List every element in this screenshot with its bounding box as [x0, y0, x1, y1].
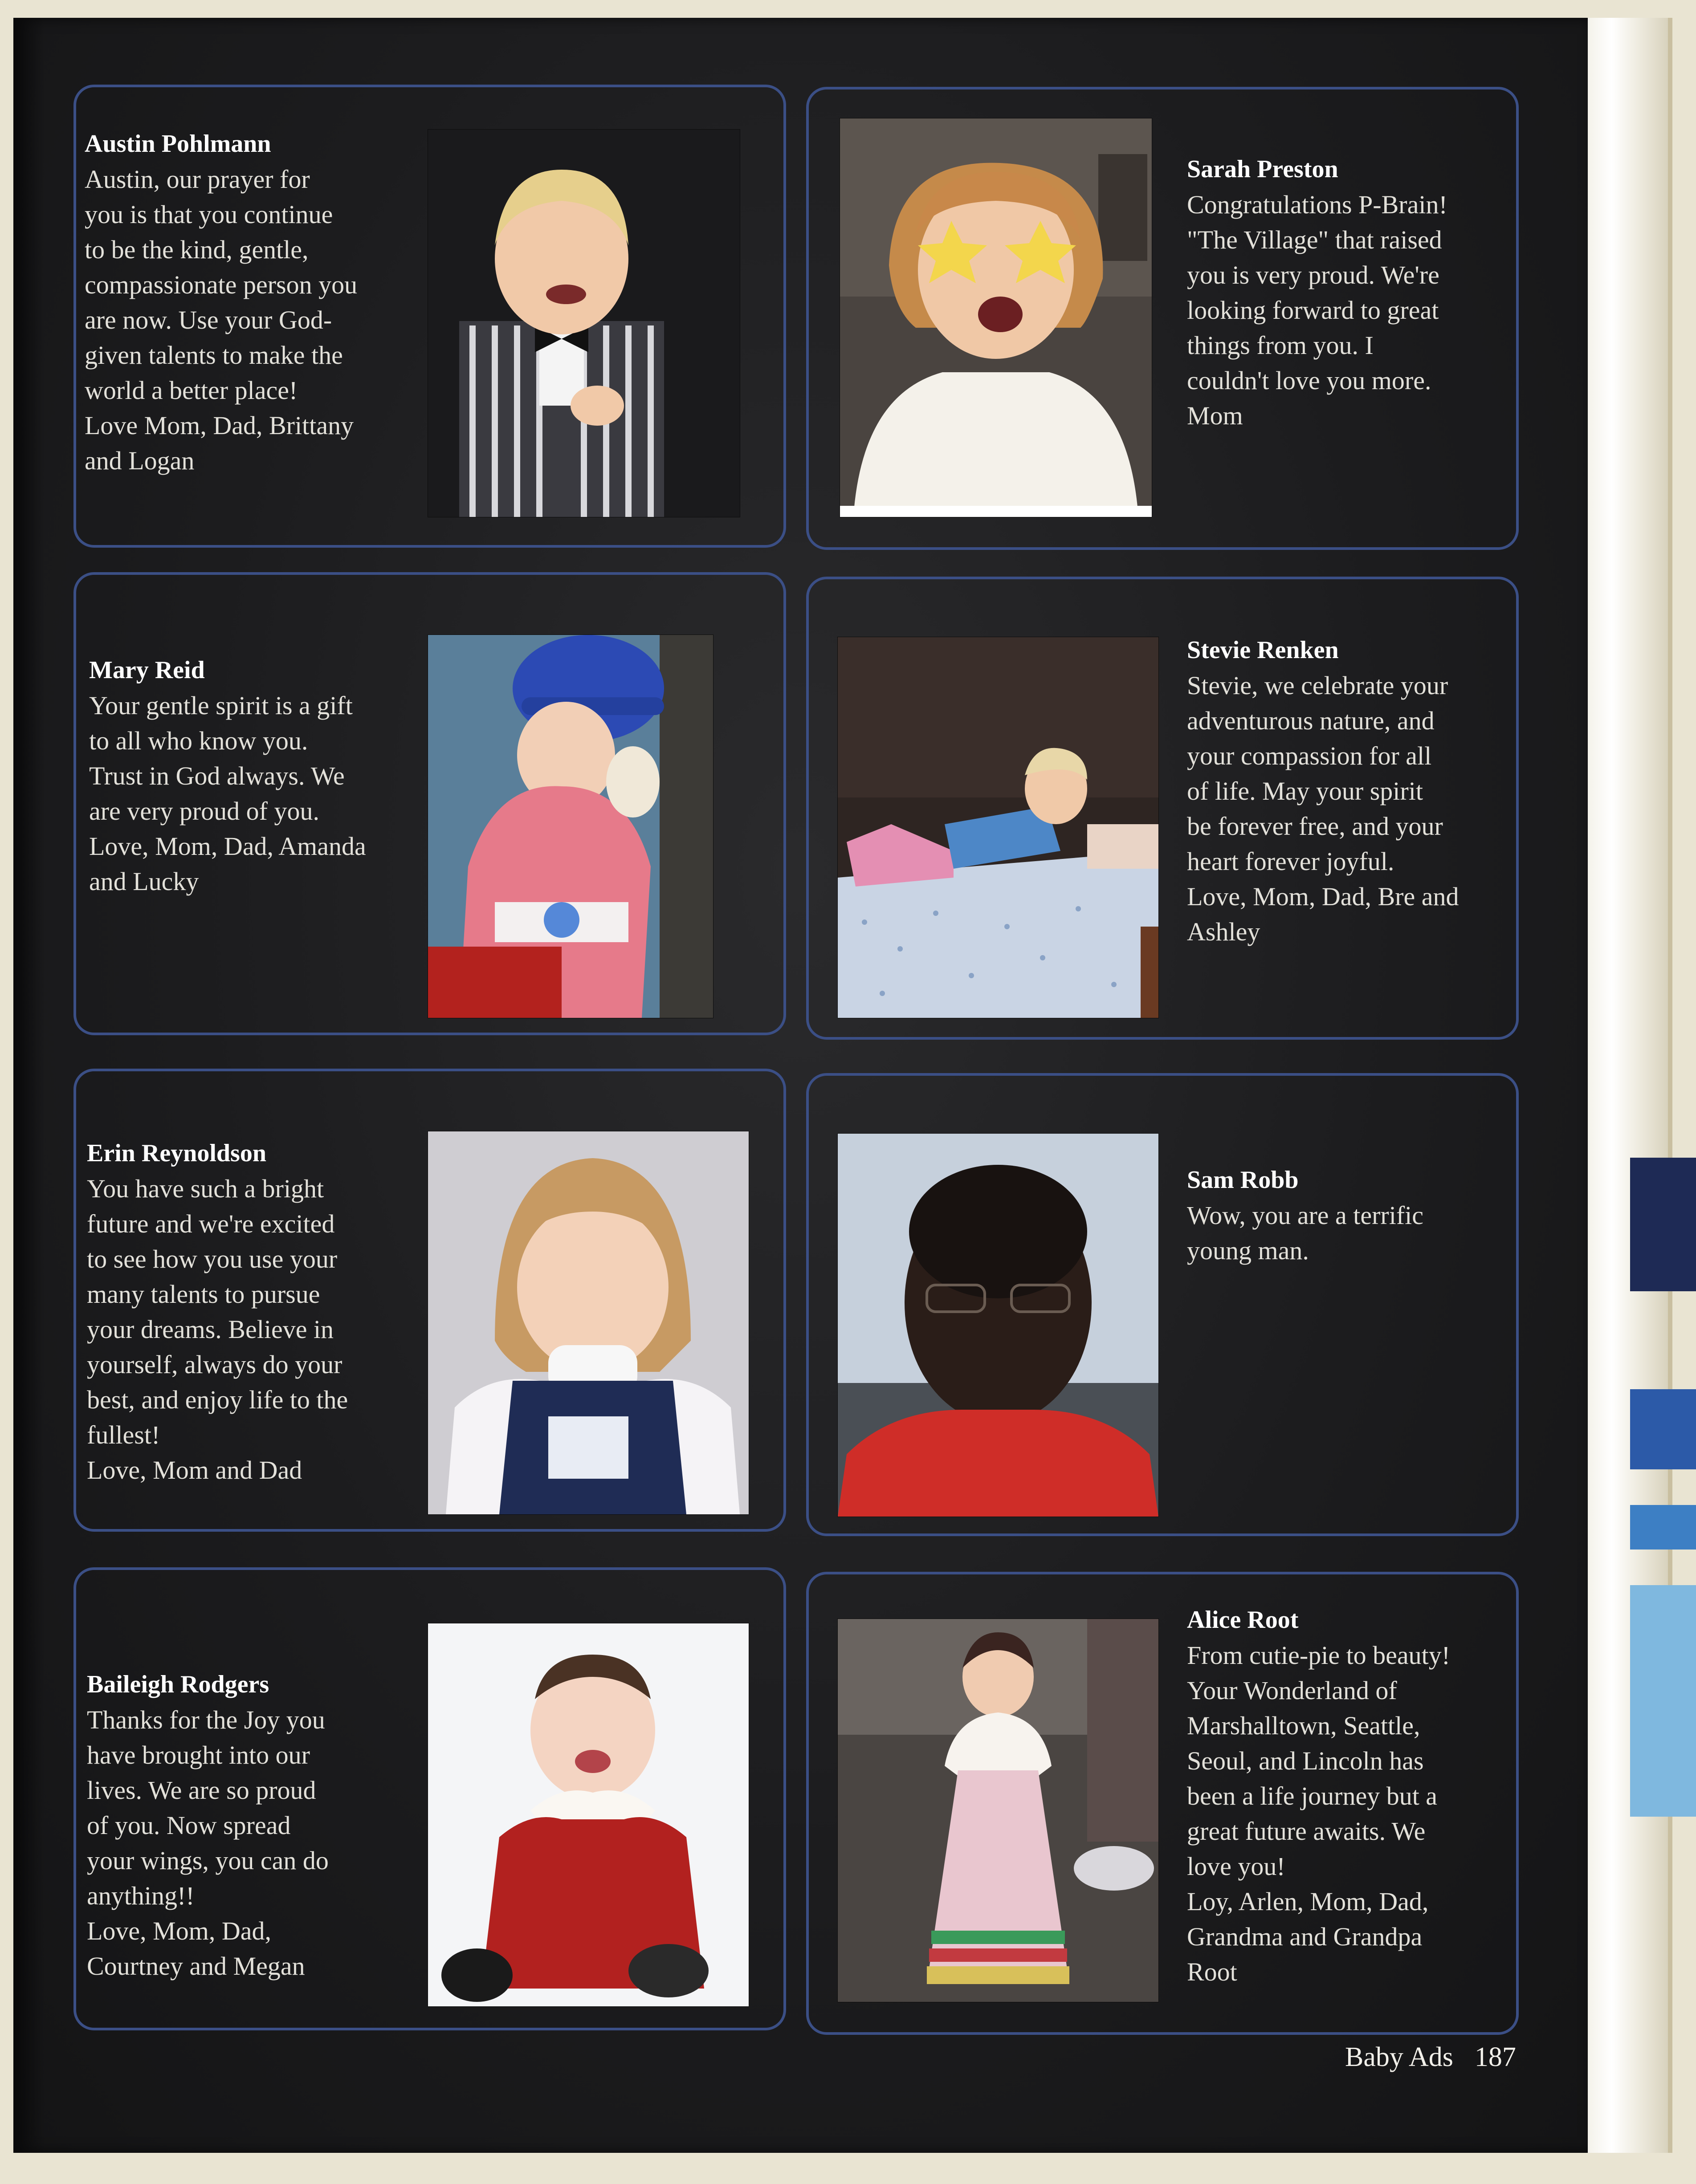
ad-message: Your gentle spirit is a gift to all who know you. Trust in God always. We are very proud of you. Love, Mom, Dad, Amanda and Lucky — [89, 691, 366, 896]
ad-text-stevie — [1187, 598, 1570, 949]
child-photo — [428, 129, 740, 517]
child-name: Erin Reynoldson — [87, 1139, 266, 1167]
child-photo — [428, 1131, 749, 1515]
ad-message: Stevie, we celebrate your adventurous nature, and your compassion for all of life. May your spirit be forever free, and your heart forever joyful. Love, Mom, Dad, Bre and Ashley — [1187, 671, 1459, 946]
page-number: 187 — [1474, 2042, 1516, 2072]
child-name: Baileigh Rodgers — [87, 1671, 269, 1698]
ad-text-mary — [89, 618, 428, 899]
ad-message: Thanks for the Joy you have brought into our lives. We are so proud of you. Now spread your wings, you can do anything!! Love, Mom, Dad, Courtney and Megan — [87, 1705, 329, 1981]
ad-message: Congratulations P-Brain! "The Village" that raised you is very proud. We're looking forward to great things from you. I couldn't love you more. Mom — [1187, 190, 1447, 430]
section-label: Baby Ads — [1345, 2042, 1453, 2072]
child-name: Mary Reid — [89, 656, 205, 684]
page-edge — [1588, 18, 1672, 2153]
child-photo — [840, 118, 1152, 517]
page-footer — [1345, 2042, 1516, 2073]
spine-shadow — [13, 18, 45, 2153]
child-name: Austin Pohlmann — [85, 130, 271, 158]
child-name: Sam Robb — [1187, 1166, 1299, 1194]
ad-text-sarah — [1187, 117, 1570, 433]
child-photo — [837, 1619, 1159, 2002]
child-photo — [837, 1133, 1159, 1517]
child-name: Alice Root — [1187, 1606, 1299, 1634]
child-photo — [428, 634, 713, 1018]
ad-message: Austin, our prayer for you is that you continue to be the kind, gentle, compassionate person you are now. Use your God- given talents to make the world a better place! Love Mom, Dad, Brittany and Logan — [85, 165, 358, 475]
ad-text-baileigh — [87, 1632, 434, 1984]
ad-message: Wow, you are a terrific young man. — [1187, 1201, 1424, 1265]
ad-text-austin — [85, 91, 432, 478]
child-photo — [428, 1623, 749, 2007]
child-name: Stevie Renken — [1187, 636, 1339, 664]
section-tab — [1630, 1158, 1696, 1291]
ad-message: From cutie-pie to beauty! Your Wonderland of Marshalltown, Seattle, Seoul, and Lincoln has been a life journey but a great future awaits. We love you! Loy, Arlen, Mom, Dad, Grandma and Grandpa Root — [1187, 1641, 1451, 1986]
ad-message: You have such a bright future and we're excited to see how you use your many talents to pursue your dreams. Believe in yourself, always do your best, and enjoy life to the fullest! Love, Mom and Dad — [87, 1174, 348, 1484]
section-tab — [1630, 1585, 1696, 1817]
child-name: Sarah Preston — [1187, 155, 1338, 183]
ad-text-erin — [87, 1101, 434, 1488]
ad-text-sam — [1187, 1127, 1570, 1268]
child-photo — [837, 637, 1159, 1018]
section-tab — [1630, 1505, 1696, 1550]
section-tab — [1630, 1389, 1696, 1469]
ad-text-alice — [1187, 1567, 1570, 1989]
